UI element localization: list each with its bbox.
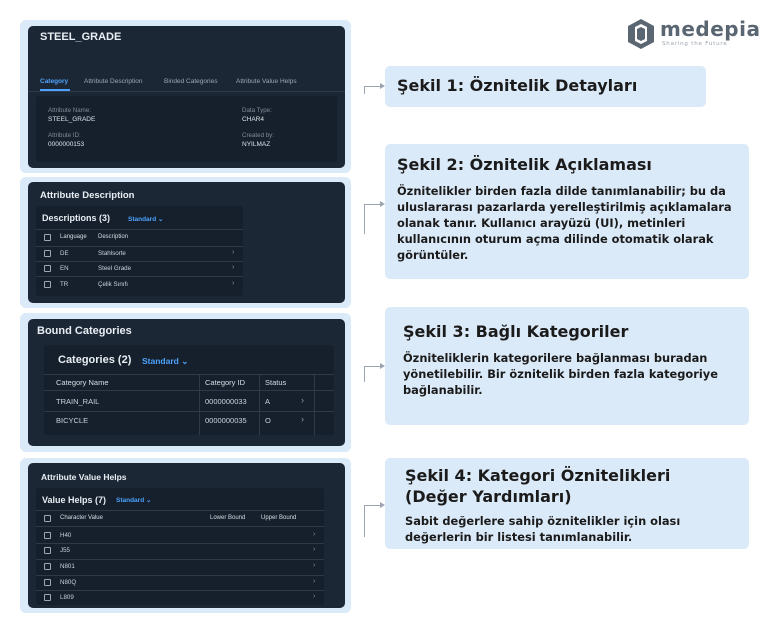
row-language: EN	[60, 265, 69, 272]
chevron-down-icon: ⌄	[181, 356, 189, 366]
categories-table	[44, 345, 334, 435]
chevron-right-icon[interactable]: ›	[301, 395, 304, 405]
row-category-id: 0000000035	[205, 416, 247, 425]
created-by-value: NYILMAZ	[242, 141, 271, 148]
col-description: Description	[98, 234, 129, 240]
callout-figure-3	[385, 307, 749, 425]
tab-attribute-description[interactable]: Attribute Description	[84, 78, 143, 85]
variant-select[interactable]	[128, 215, 163, 223]
row-divider	[44, 411, 334, 412]
chevron-right-icon[interactable]: ›	[313, 531, 316, 538]
chevron-right-icon[interactable]: ›	[313, 593, 316, 600]
attribute-id-value: 0000000153	[48, 141, 85, 148]
logo-name: medepia	[660, 17, 761, 41]
descriptions-table	[36, 206, 243, 296]
row-checkbox[interactable]	[44, 563, 51, 570]
row-character-value: N80Q	[60, 579, 77, 586]
table-title: Value Helps (7)	[42, 495, 107, 505]
data-type-label: Data Type:	[242, 107, 272, 114]
section-title: Attribute Description	[40, 190, 135, 201]
row-checkbox[interactable]	[44, 281, 51, 288]
tab-binded-categories[interactable]: Binded Categories	[164, 78, 218, 85]
row-divider	[36, 590, 324, 591]
row-language: DE	[60, 250, 69, 257]
header-bottom-line	[36, 246, 243, 247]
section-title: Bound Categories	[37, 325, 132, 337]
callout-text: Öznitelikler birden fazla dilde tanımlanabilir; bu da uluslararası pazarlarda yerelleştirilmiş açıklamalara olanak tanır. Kullanıcı arayüzü (UI), metinleri kullanıcının oturum açma dilinde otomatik olarak görüntüler.	[397, 184, 732, 262]
attribute-name-value: STEEL_GRADE	[48, 116, 96, 123]
created-by-label: Created by:	[242, 132, 274, 139]
col-lower-bound: Lower Bound	[210, 515, 246, 521]
col-divider	[314, 374, 315, 435]
table-title: Categories (2)	[58, 354, 132, 366]
callout-figure-1	[385, 66, 706, 107]
row-checkbox[interactable]	[44, 532, 51, 539]
row-language: TR	[60, 281, 69, 288]
header-bottom-line	[36, 526, 324, 527]
row-checkbox[interactable]	[44, 579, 51, 586]
col-upper-bound: Upper Bound	[261, 515, 297, 521]
variant-label: Standard	[116, 497, 145, 504]
row-checkbox[interactable]	[44, 265, 51, 272]
callout-title: Şekil 1: Öznitelik Detayları	[397, 76, 638, 95]
chevron-down-icon: ⌄	[157, 216, 164, 223]
callout-text: Özniteliklerin kategorilere bağlanması buradan yönetilebilir. Bir öznitelik birden fazla kategoriye bağlanabilir.	[403, 351, 718, 397]
data-type-value: CHAR4	[242, 116, 265, 123]
row-status: O	[265, 416, 271, 425]
attribute-id-label: Attribute ID:	[48, 132, 81, 139]
select-all-checkbox[interactable]	[44, 515, 51, 522]
medepia-logo	[626, 16, 761, 52]
tab-attribute-value-helps[interactable]: Attribute Value Helps	[236, 78, 297, 85]
variant-select[interactable]	[142, 356, 188, 367]
attribute-value-helps-panel	[28, 463, 345, 608]
col-divider	[199, 374, 200, 435]
callout-figure-4	[385, 458, 749, 549]
col-category-name: Category Name	[56, 378, 109, 387]
tab-divider	[28, 91, 345, 92]
row-description: Steel Grade	[98, 265, 132, 272]
attribute-fields	[36, 96, 337, 162]
col-language: Language	[60, 234, 87, 240]
header-top-line	[36, 510, 324, 511]
chevron-right-icon[interactable]: ›	[313, 546, 316, 553]
variant-label: Standard	[128, 216, 157, 223]
row-divider	[36, 543, 324, 544]
row-checkbox[interactable]	[44, 547, 51, 554]
chevron-right-icon[interactable]: ›	[313, 562, 316, 569]
header-top-line	[36, 229, 243, 230]
row-divider	[36, 276, 243, 277]
header-top-line	[44, 374, 334, 375]
row-description: Çelik Sınıfı	[98, 281, 128, 288]
page-title: STEEL_GRADE	[40, 31, 122, 43]
row-divider	[36, 559, 324, 560]
attribute-description-panel	[28, 182, 345, 303]
value-helps-table	[36, 488, 324, 605]
row-description: Stahlsorte	[98, 250, 126, 257]
chevron-right-icon[interactable]: ›	[313, 578, 316, 585]
row-character-value: N801	[60, 563, 75, 570]
row-character-value: J55	[60, 547, 70, 554]
row-checkbox[interactable]	[44, 250, 51, 257]
col-category-id: Category ID	[205, 378, 246, 387]
chevron-right-icon[interactable]: ›	[232, 264, 235, 271]
row-divider	[36, 261, 243, 262]
chevron-right-icon[interactable]: ›	[232, 249, 235, 256]
row-category-id: 0000000033	[205, 397, 247, 406]
select-all-checkbox[interactable]	[44, 234, 51, 241]
tab-category[interactable]: Category	[40, 78, 69, 85]
chevron-right-icon[interactable]: ›	[232, 280, 235, 287]
row-status: A	[265, 397, 271, 406]
medepia-logo-icon	[626, 18, 656, 50]
callout-figure-2	[385, 144, 749, 279]
variant-select[interactable]	[116, 496, 151, 504]
callout-title: Şekil 4: Kategori Öznitelikleri (Değer Yardımları)	[405, 466, 671, 506]
section-title: Attribute Value Helps	[41, 472, 127, 482]
chevron-right-icon[interactable]: ›	[301, 414, 304, 424]
callout-title: Şekil 2: Öznitelik Açıklaması	[397, 155, 652, 174]
callout-text: Sabit değerlere sahip öznitelikler için olası değerlerin bir listesi tanımlanabilir.	[405, 514, 681, 544]
row-category-name: BICYCLE	[56, 416, 89, 425]
logo-tagline: Sharing the Future	[662, 41, 728, 47]
col-divider	[259, 374, 260, 435]
col-character-value: Character Value	[60, 515, 103, 521]
variant-label: Standard	[142, 356, 179, 366]
callout-title: Şekil 3: Bağlı Kategoriler	[403, 322, 629, 341]
connector-2	[364, 204, 382, 234]
bound-categories-panel	[28, 319, 345, 446]
col-status: Status	[265, 378, 287, 387]
row-character-value: L809	[60, 594, 74, 601]
chevron-down-icon: ⌄	[145, 497, 152, 504]
row-divider	[36, 575, 324, 576]
row-category-name: TRAIN_RAIL	[56, 397, 100, 406]
attribute-name-label: Attribute Name:	[48, 107, 91, 114]
row-character-value: H40	[60, 532, 72, 539]
attribute-detail-panel	[28, 26, 345, 168]
connector-4	[364, 505, 382, 537]
header-bottom-line	[44, 390, 334, 391]
table-title: Descriptions (3)	[42, 213, 111, 223]
row-checkbox[interactable]	[44, 594, 51, 601]
